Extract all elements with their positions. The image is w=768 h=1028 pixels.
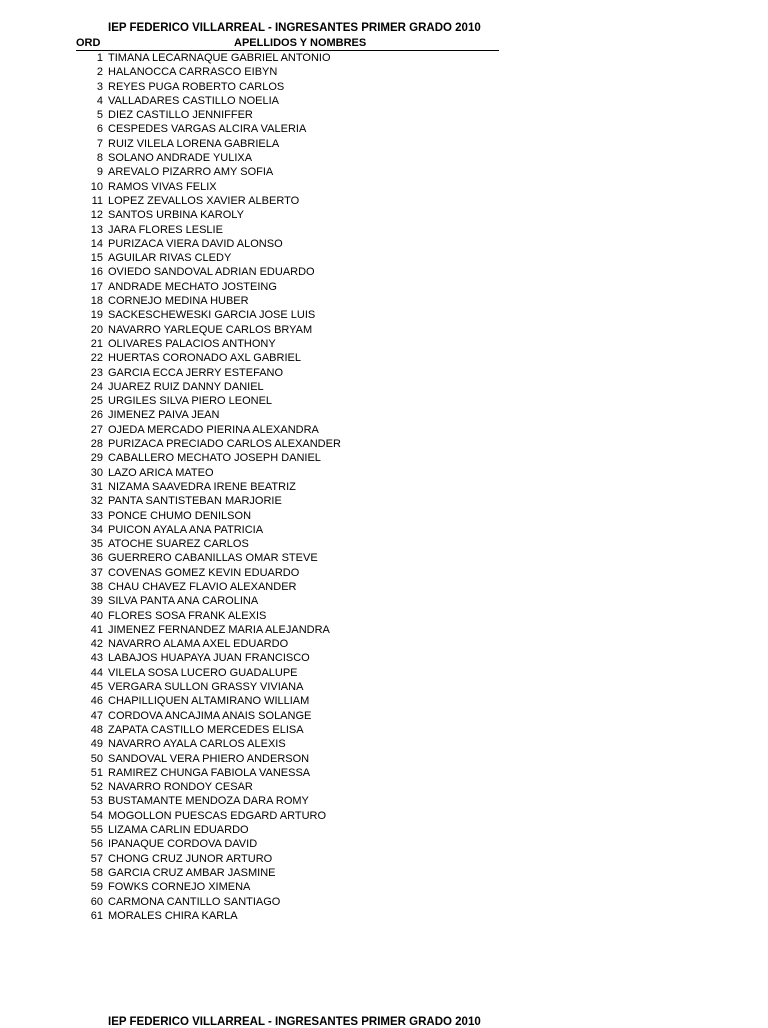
row-number: 53 — [90, 795, 103, 808]
row-number: 54 — [90, 809, 103, 822]
table-row — [76, 323, 341, 337]
table-row — [76, 51, 341, 65]
student-name: FOWKS CORNEJO XIMENA — [108, 881, 251, 894]
student-name: RAMOS VIVAS FELIX — [108, 180, 217, 193]
row-number: 42 — [90, 638, 103, 651]
student-name: MORALES CHIRA KARLA — [108, 909, 238, 922]
row-number: 2 — [96, 66, 103, 79]
row-number: 18 — [90, 295, 103, 308]
table-row — [76, 509, 341, 523]
row-number: 48 — [90, 723, 103, 736]
student-name: PANTA SANTISTEBAN MARJORIE — [108, 495, 282, 508]
table-row — [76, 480, 341, 494]
student-name: GARCIA ECCA JERRY ESTEFANO — [108, 366, 284, 379]
student-list — [76, 51, 341, 923]
row-number: 40 — [90, 609, 103, 622]
row-number: 41 — [90, 623, 103, 636]
table-row — [76, 637, 341, 651]
row-number: 37 — [90, 566, 103, 579]
student-name: CARMONA CANTILLO SANTIAGO — [108, 895, 281, 908]
student-name: REYES PUGA ROBERTO CARLOS — [108, 80, 285, 93]
student-name: RAMIREZ CHUNGA FABIOLA VANESSA — [108, 766, 311, 779]
table-row — [76, 823, 341, 837]
table-row — [76, 137, 341, 151]
student-name: SACKESCHEWESKI GARCIA JOSE LUIS — [108, 309, 316, 322]
table-row — [76, 251, 341, 265]
row-number: 26 — [90, 409, 103, 422]
table-row — [76, 280, 341, 294]
student-name: DIEZ CASTILLO JENNIFFER — [108, 109, 253, 122]
table-row — [76, 752, 341, 766]
student-name: LAZO ARICA MATEO — [108, 466, 214, 479]
student-name: NAVARRO AYALA CARLOS ALEXIS — [108, 738, 286, 751]
next-page-title: IEP FEDERICO VILLARREAL - INGRESANTES PRIMER GRADO 2010 — [108, 1016, 481, 1028]
table-row — [76, 794, 341, 808]
table-row — [76, 466, 341, 480]
student-name: CHONG CRUZ JUNOR ARTURO — [108, 852, 273, 865]
student-name: JARA FLORES LESLIE — [108, 223, 223, 236]
table-row — [76, 366, 341, 380]
student-name: JUAREZ RUIZ DANNY DANIEL — [108, 380, 264, 393]
student-name: LIZAMA CARLIN EDUARDO — [108, 824, 249, 837]
table-row — [76, 837, 341, 851]
student-name: OJEDA MERCADO PIERINA ALEXANDRA — [108, 423, 319, 436]
table-row — [76, 194, 341, 208]
table-row — [76, 351, 341, 365]
table-row — [76, 537, 341, 551]
row-number: 57 — [90, 852, 103, 865]
row-number: 43 — [90, 652, 103, 665]
student-name: PURIZACA PRECIADO CARLOS ALEXANDER — [108, 438, 341, 451]
row-number: 24 — [90, 380, 103, 393]
row-number: 8 — [96, 152, 103, 165]
table-row — [76, 651, 341, 665]
student-name: SANTOS URBINA KAROLY — [108, 209, 244, 222]
row-number: 22 — [90, 352, 103, 365]
row-number: 51 — [90, 766, 103, 779]
row-number: 23 — [90, 366, 103, 379]
table-row — [76, 80, 341, 94]
table-row — [76, 551, 341, 565]
row-number: 50 — [90, 752, 103, 765]
student-name: NIZAMA SAAVEDRA IRENE BEATRIZ — [108, 480, 296, 493]
table-row — [76, 766, 341, 780]
student-name: CHAU CHAVEZ FLAVIO ALEXANDER — [108, 580, 297, 593]
table-row — [76, 108, 341, 122]
row-number: 49 — [90, 738, 103, 751]
table-row — [76, 594, 341, 608]
row-number: 7 — [96, 137, 103, 150]
student-name: ATOCHE SUAREZ CARLOS — [108, 538, 249, 551]
table-row — [76, 609, 341, 623]
table-row — [76, 895, 341, 909]
table-row — [76, 666, 341, 680]
table-row — [76, 737, 341, 751]
table-header — [76, 37, 499, 51]
row-number: 3 — [96, 80, 103, 93]
table-row — [76, 709, 341, 723]
row-number: 11 — [91, 194, 103, 207]
student-name: CABALLERO MECHATO JOSEPH DANIEL — [108, 452, 321, 465]
row-number: 16 — [90, 266, 103, 279]
row-number: 10 — [90, 180, 103, 193]
student-name: VERGARA SULLON GRASSY VIVIANA — [108, 681, 304, 694]
student-name: SOLANO ANDRADE YULIXA — [108, 152, 253, 165]
table-row — [76, 494, 341, 508]
student-name: COVENAS GOMEZ KEVIN EDUARDO — [108, 566, 300, 579]
table-row — [76, 566, 341, 580]
student-name: JIMENEZ FERNANDEZ MARIA ALEJANDRA — [108, 623, 330, 636]
student-name: AGUILAR RIVAS CLEDY — [108, 252, 232, 265]
row-number: 38 — [90, 580, 103, 593]
table-row — [76, 780, 341, 794]
row-number: 30 — [90, 466, 103, 479]
row-number: 47 — [90, 709, 103, 722]
student-name: ZAPATA CASTILLO MERCEDES ELISA — [108, 723, 304, 736]
row-number: 35 — [90, 538, 103, 551]
row-number: 32 — [90, 495, 103, 508]
student-name: JIMENEZ PAIVA JEAN — [108, 409, 220, 422]
row-number: 25 — [90, 395, 103, 408]
table-row — [76, 866, 341, 880]
student-name: AREVALO PIZARRO AMY SOFIA — [108, 166, 274, 179]
column-header-names: APELLIDOS Y NOMBRES — [234, 37, 367, 49]
row-number: 13 — [90, 223, 103, 236]
student-name: OVIEDO SANDOVAL ADRIAN EDUARDO — [108, 266, 315, 279]
student-name: IPANAQUE CORDOVA DAVID — [108, 838, 258, 851]
table-row — [76, 809, 341, 823]
table-row — [76, 580, 341, 594]
row-number: 21 — [90, 337, 103, 350]
row-number: 19 — [90, 309, 103, 322]
row-number: 12 — [90, 209, 103, 222]
row-number: 45 — [90, 681, 103, 694]
student-name: NAVARRO ALAMA AXEL EDUARDO — [108, 638, 289, 651]
table-row — [76, 180, 341, 194]
row-number: 20 — [90, 323, 103, 336]
table-row — [76, 680, 341, 694]
student-name: NAVARRO YARLEQUE CARLOS BRYAM — [108, 323, 313, 336]
student-name: RUIZ VILELA LORENA GABRIELA — [108, 137, 280, 150]
row-number: 36 — [90, 552, 103, 565]
table-row — [76, 423, 341, 437]
student-name: CESPEDES VARGAS ALCIRA VALERIA — [108, 123, 307, 136]
table-row — [76, 380, 341, 394]
column-header-ord: ORD — [76, 37, 101, 49]
row-number: 15 — [90, 252, 103, 265]
table-row — [76, 394, 341, 408]
row-number: 4 — [96, 94, 103, 107]
row-number: 14 — [90, 237, 103, 250]
table-row — [76, 623, 341, 637]
row-number: 1 — [96, 52, 103, 64]
row-number: 29 — [90, 452, 103, 465]
row-number: 5 — [96, 109, 103, 122]
student-name: PUICON AYALA ANA PATRICIA — [108, 523, 264, 536]
student-name: SANDOVAL VERA PHIERO ANDERSON — [108, 752, 310, 765]
table-row — [76, 451, 341, 465]
table-row — [76, 151, 341, 165]
student-name: NAVARRO RONDOY CESAR — [108, 781, 253, 794]
row-number: 52 — [90, 781, 103, 794]
row-number: 17 — [90, 280, 103, 293]
table-row — [76, 122, 341, 136]
student-name: VILELA SOSA LUCERO GUADALUPE — [108, 666, 298, 679]
row-number: 46 — [90, 695, 103, 708]
table-row — [76, 94, 341, 108]
student-name: MOGOLLON PUESCAS EDGARD ARTURO — [108, 809, 327, 822]
table-row — [76, 694, 341, 708]
table-row — [76, 437, 341, 451]
table-row — [76, 208, 341, 222]
row-number: 61 — [90, 909, 103, 922]
row-number: 55 — [90, 824, 103, 837]
row-number: 27 — [90, 423, 103, 436]
student-name: HUERTAS CORONADO AXL GABRIEL — [108, 352, 301, 365]
student-name: TIMANA LECARNAQUE GABRIEL ANTONIO — [108, 52, 331, 64]
table-row — [76, 408, 341, 422]
table-row — [76, 880, 341, 894]
table-row — [76, 308, 341, 322]
student-name: GUERRERO CABANILLAS OMAR STEVE — [108, 552, 318, 565]
student-name: ANDRADE MECHATO JOSTEING — [108, 280, 277, 293]
row-number: 39 — [90, 595, 103, 608]
row-number: 58 — [90, 866, 103, 879]
row-number: 59 — [90, 881, 103, 894]
row-number: 31 — [90, 480, 103, 493]
row-number: 33 — [90, 509, 103, 522]
student-name: PURIZACA VIERA DAVID ALONSO — [108, 237, 283, 250]
student-name: CORNEJO MEDINA HUBER — [108, 295, 249, 308]
row-number: 44 — [90, 666, 103, 679]
table-row — [76, 265, 341, 279]
student-name: OLIVARES PALACIOS ANTHONY — [108, 337, 276, 350]
student-name: FLORES SOSA FRANK ALEXIS — [108, 609, 267, 622]
student-name: HALANOCCA CARRASCO EIBYN — [108, 66, 278, 79]
table-row — [76, 237, 341, 251]
table-row — [76, 337, 341, 351]
student-name: URGILES SILVA PIERO LEONEL — [108, 395, 273, 408]
student-name: BUSTAMANTE MENDOZA DARA ROMY — [108, 795, 309, 808]
row-number: 34 — [90, 523, 103, 536]
row-number: 56 — [90, 838, 103, 851]
table-row — [76, 294, 341, 308]
document-title: IEP FEDERICO VILLARREAL - INGRESANTES PRIMER GRADO 2010 — [108, 22, 481, 34]
table-row — [76, 523, 341, 537]
row-number: 60 — [90, 895, 103, 908]
row-number: 28 — [90, 438, 103, 451]
table-row — [76, 723, 341, 737]
student-name: CORDOVA ANCAJIMA ANAIS SOLANGE — [108, 709, 312, 722]
student-name: GARCIA CRUZ AMBAR JASMINE — [108, 866, 276, 879]
student-name: PONCE CHUMO DENILSON — [108, 509, 252, 522]
student-name: VALLADARES CASTILLO NOELIA — [108, 94, 279, 107]
row-number: 9 — [96, 166, 103, 179]
student-name: SILVA PANTA ANA CAROLINA — [108, 595, 259, 608]
student-name: LABAJOS HUAPAYA JUAN FRANCISCO — [108, 652, 310, 665]
student-name: LOPEZ ZEVALLOS XAVIER ALBERTO — [108, 194, 300, 207]
table-row — [76, 852, 341, 866]
table-row — [76, 909, 341, 923]
table-row — [76, 223, 341, 237]
student-name: CHAPILLIQUEN ALTAMIRANO WILLIAM — [108, 695, 310, 708]
table-row — [76, 65, 341, 79]
table-row — [76, 165, 341, 179]
row-number: 6 — [96, 123, 103, 136]
